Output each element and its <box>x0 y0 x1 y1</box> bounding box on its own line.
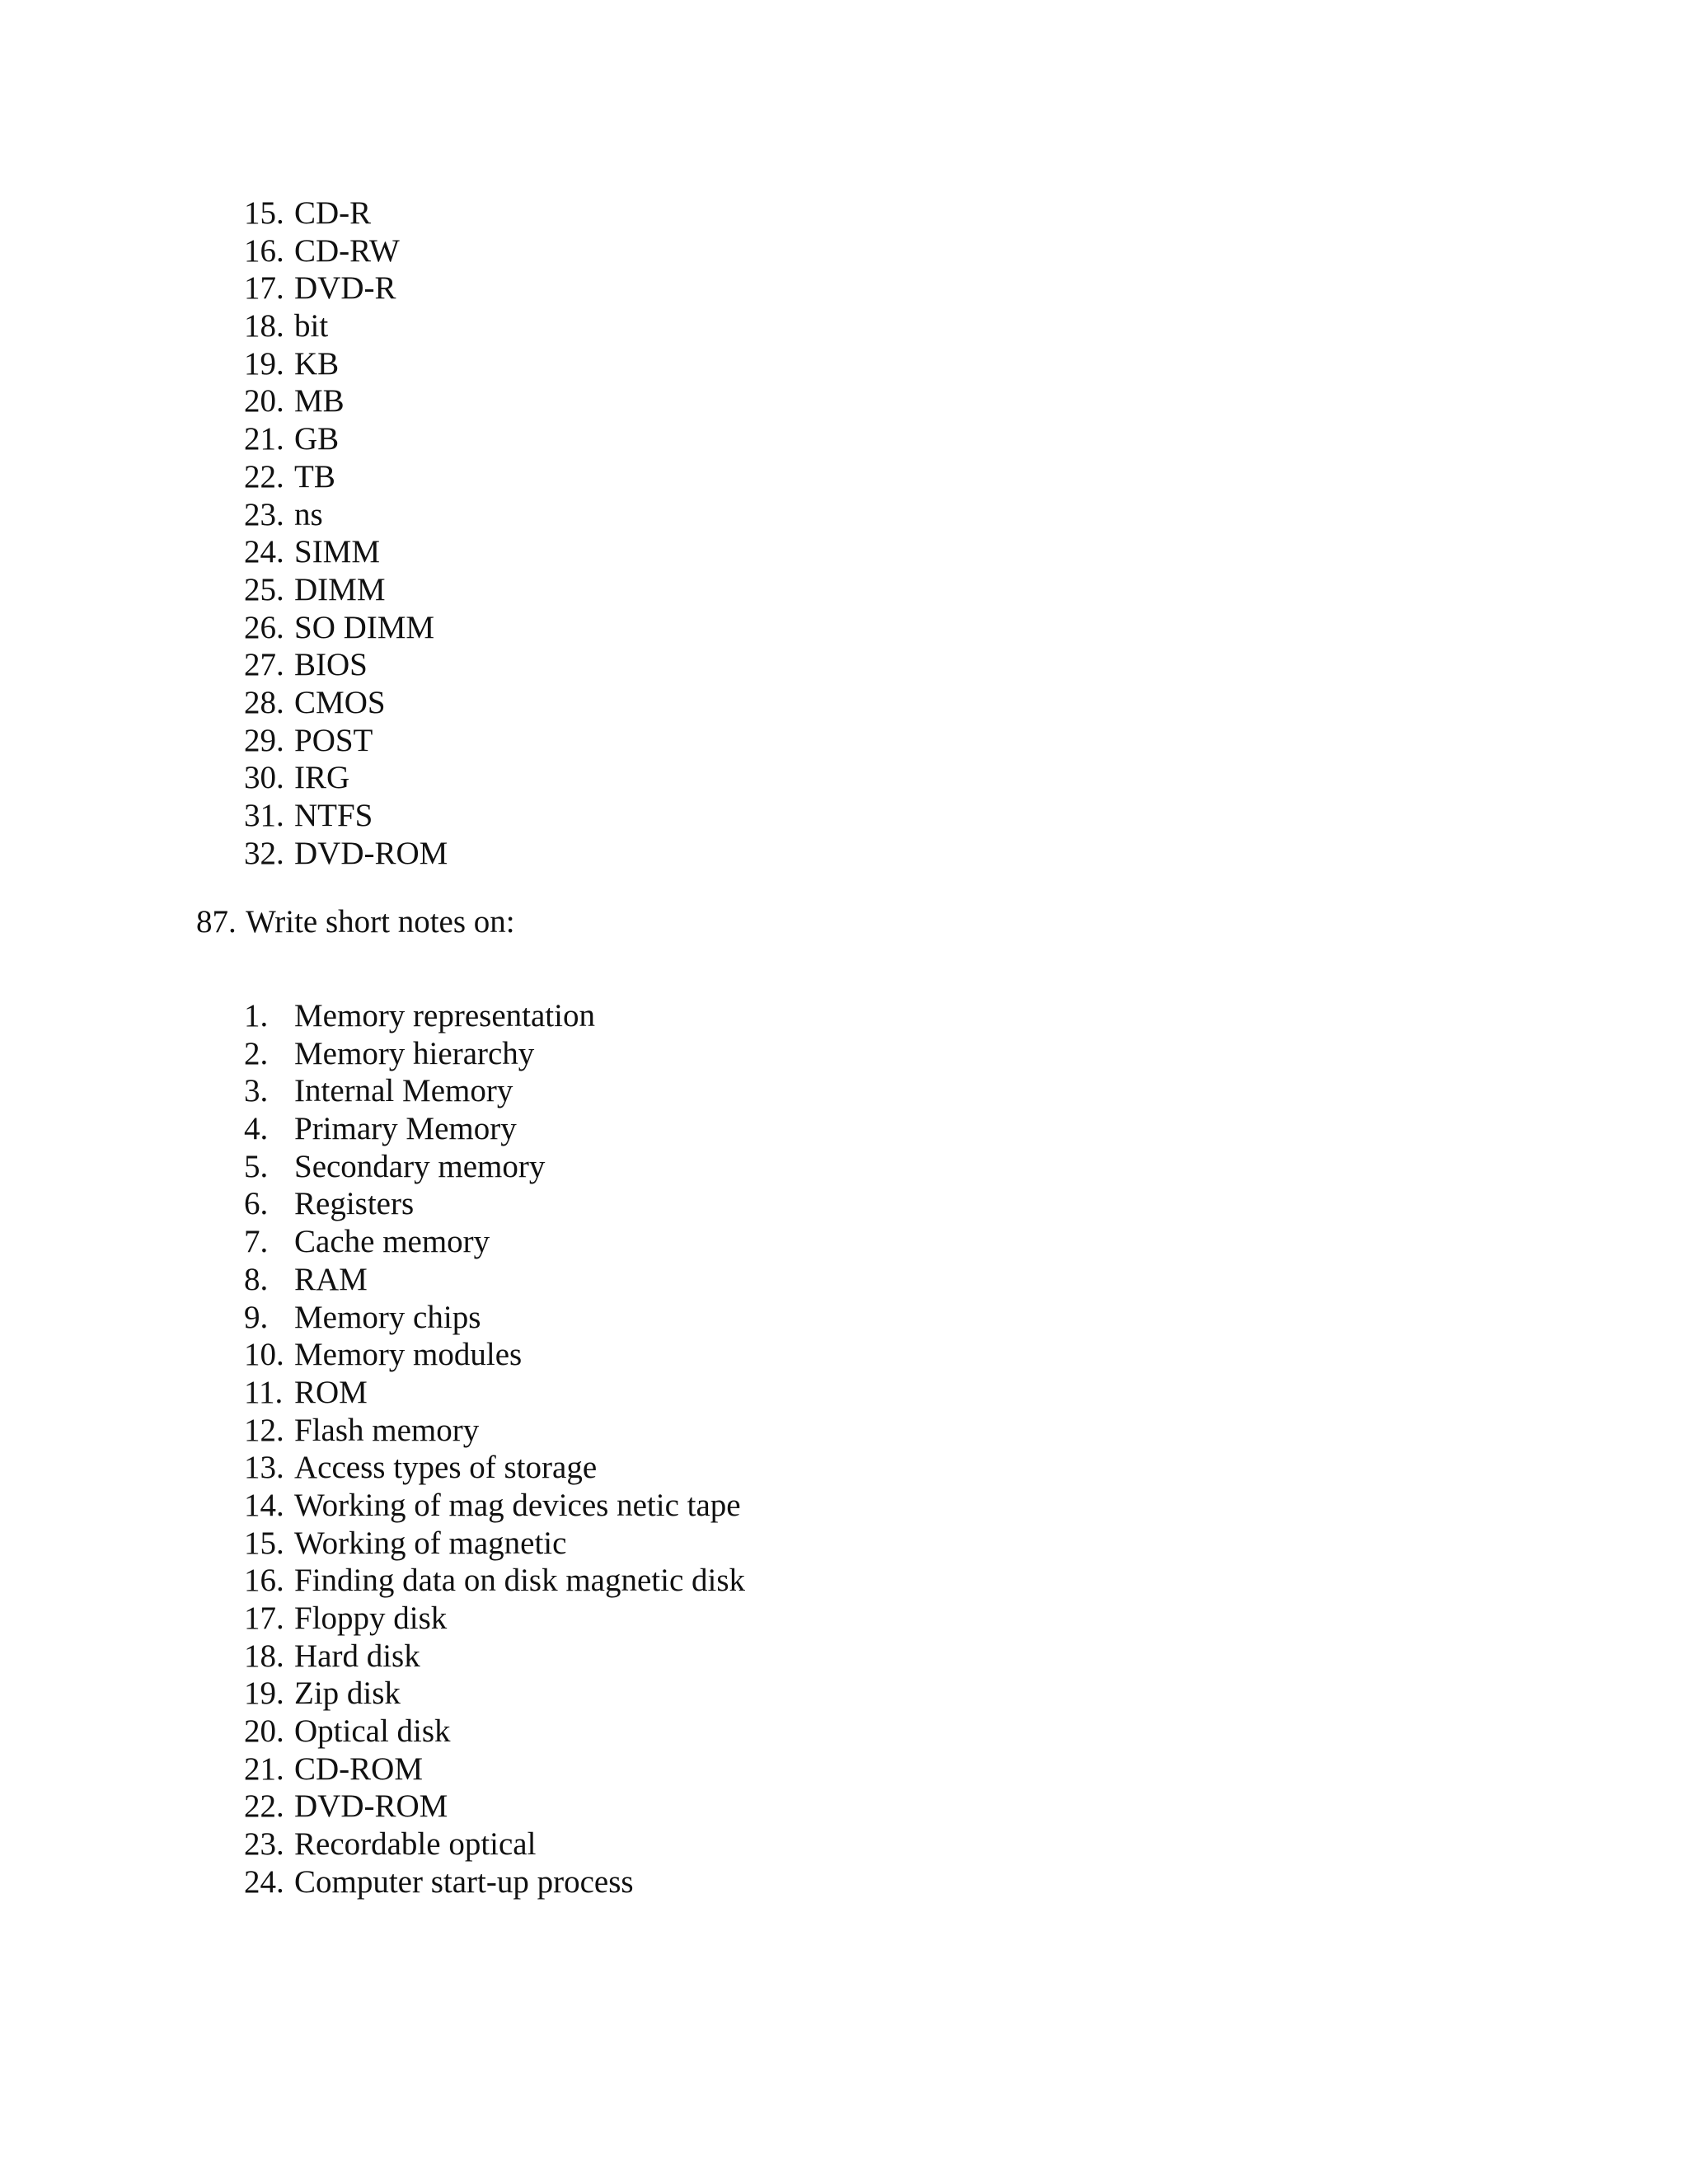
item-number: 8. <box>244 1261 269 1297</box>
item-number: 2. <box>244 1035 269 1071</box>
item-number: 32. <box>244 835 284 871</box>
question-text: Write short notes on: <box>246 904 515 940</box>
item-number: 22. <box>244 1788 284 1825</box>
item-number: 10. <box>244 1337 284 1373</box>
item-text: DIMM <box>294 571 386 607</box>
item-number: 13. <box>244 1450 284 1486</box>
item-text: NTFS <box>294 798 373 833</box>
item-number: 16. <box>244 232 284 269</box>
item-text: GB <box>294 421 340 457</box>
item-number: 24. <box>244 1863 284 1900</box>
item-number: 29. <box>244 722 284 758</box>
item-number: 5. <box>244 1148 269 1184</box>
item-number: 16. <box>244 1563 284 1599</box>
item-text: Memory modules <box>294 1337 523 1373</box>
item-text: CD-RW <box>294 232 400 269</box>
item-number: 17. <box>244 1601 284 1636</box>
item-number: 23. <box>244 496 284 532</box>
item-text: Primary Memory <box>294 1111 517 1147</box>
item-text: Cache memory <box>294 1224 490 1260</box>
item-number: 18. <box>244 1638 284 1674</box>
item-number: 23. <box>244 1826 284 1863</box>
item-text: Computer start-up process <box>294 1863 634 1900</box>
item-number: 12. <box>244 1412 284 1448</box>
item-number: 22. <box>244 458 284 494</box>
item-number: 26. <box>244 609 284 645</box>
item-number: 3. <box>244 1073 269 1109</box>
item-text: Memory hierarchy <box>294 1035 535 1071</box>
item-text: CD-R <box>294 195 372 231</box>
item-number: 15. <box>244 195 284 231</box>
item-text: ns <box>294 496 323 532</box>
item-text: SIMM <box>294 534 381 570</box>
item-number: 17. <box>244 270 284 307</box>
item-text: Zip disk <box>294 1675 401 1712</box>
item-number: 28. <box>244 684 284 720</box>
item-text: Access types of storage <box>294 1450 598 1486</box>
item-number: 21. <box>244 1750 284 1787</box>
question-number: 87. <box>196 904 237 940</box>
item-text: DVD-ROM <box>294 1788 448 1825</box>
item-text: RAM <box>294 1261 368 1297</box>
item-text: Registers <box>294 1186 415 1222</box>
item-number: 24. <box>244 534 284 570</box>
item-text: Working of mag devices netic tape <box>294 1487 741 1523</box>
item-number: 18. <box>244 308 284 344</box>
item-number: 20. <box>244 1713 284 1750</box>
item-text: Working of magnetic <box>294 1525 567 1561</box>
item-text: Memory representation <box>294 998 595 1033</box>
item-text: ROM <box>294 1374 368 1410</box>
item-text: BIOS <box>294 647 368 683</box>
item-text: Hard disk <box>294 1638 420 1674</box>
item-number: 25. <box>244 571 284 607</box>
item-text: Floppy disk <box>294 1601 448 1636</box>
item-number: 21. <box>244 421 284 457</box>
item-text: Flash memory <box>294 1412 480 1448</box>
item-number: 27. <box>244 647 284 683</box>
item-number: 20. <box>244 383 284 419</box>
item-number: 6. <box>244 1186 269 1222</box>
item-text: POST <box>294 722 373 758</box>
item-text: IRG <box>294 760 350 796</box>
item-number: 19. <box>244 345 284 382</box>
item-number: 14. <box>244 1487 284 1523</box>
item-text: Internal Memory <box>294 1073 513 1109</box>
item-number: 31. <box>244 798 284 833</box>
item-number: 15. <box>244 1525 284 1561</box>
item-text: Finding data on disk magnetic disk <box>294 1563 746 1599</box>
item-text: KB <box>294 345 340 382</box>
item-text: Secondary memory <box>294 1148 546 1184</box>
item-text: DVD-ROM <box>294 835 448 871</box>
item-number: 11. <box>244 1374 284 1410</box>
item-text: bit <box>294 308 329 344</box>
item-text: TB <box>294 458 335 494</box>
item-text: Memory chips <box>294 1299 481 1335</box>
item-text: MB <box>294 383 345 419</box>
item-text: SO DIMM <box>294 609 435 645</box>
item-text: CD-ROM <box>294 1750 424 1787</box>
item-number: 4. <box>244 1111 269 1147</box>
item-text: Optical disk <box>294 1713 451 1750</box>
item-number: 9. <box>244 1299 269 1335</box>
item-number: 30. <box>244 760 284 796</box>
item-number: 19. <box>244 1675 284 1712</box>
item-number: 7. <box>244 1224 269 1260</box>
item-text: CMOS <box>294 684 386 720</box>
item-text: DVD-R <box>294 270 396 307</box>
item-text: Recordable optical <box>294 1826 537 1863</box>
item-number: 1. <box>244 998 269 1033</box>
